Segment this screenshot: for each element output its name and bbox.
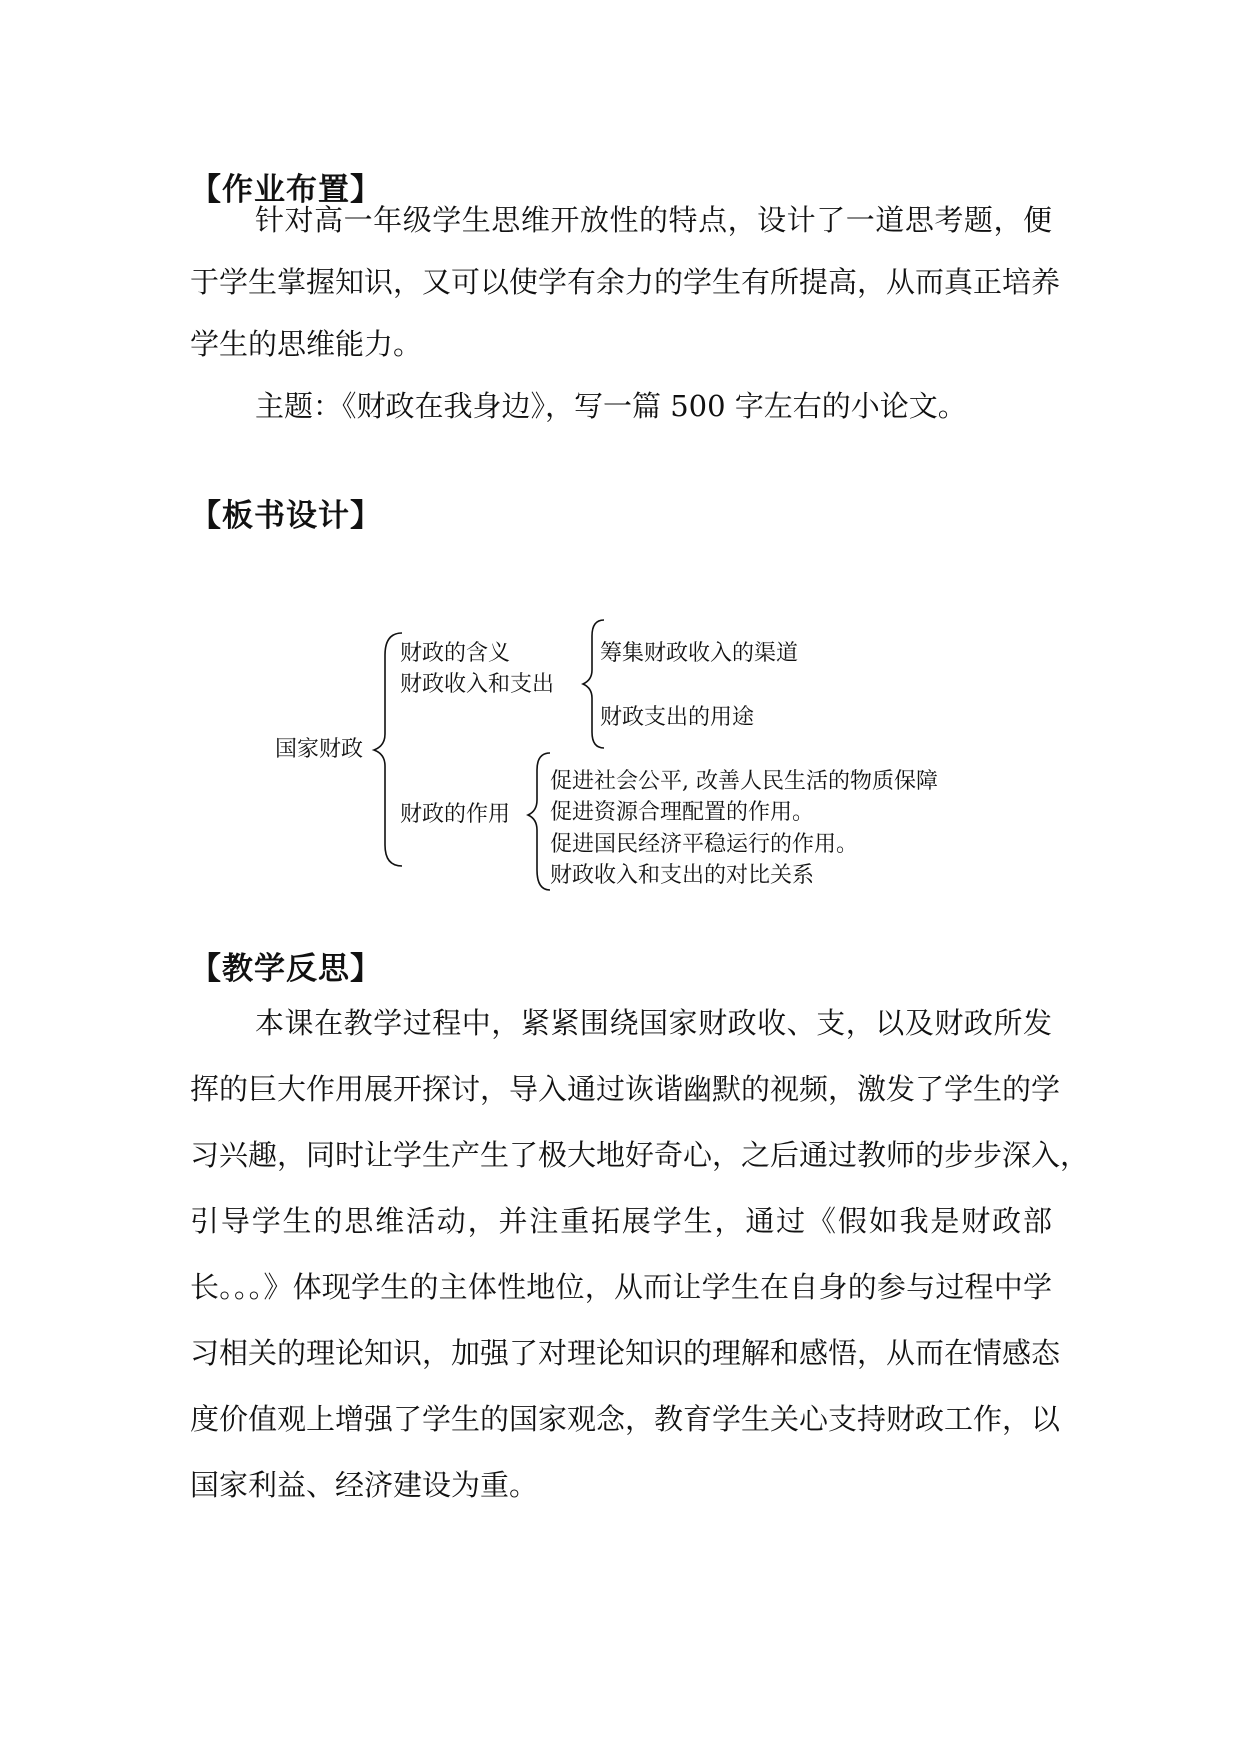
reflection-line-8: 国家利益、经济建设为重。 [190,1468,539,1502]
board-role-item-3: 促进国民经济平稳运行的作用。 [550,832,859,857]
reflection-line-3: 习兴趣，同时让学生产生了极大地好奇心，之后通过教师的步步深入， [190,1138,1090,1172]
board-role-item-1: 促进社会公平, 改善人民生活的物质保障 [550,769,938,794]
reflection-line-5: 长。。。》体现学生的主体性地位，从而让学生在自身的参与过程中学 [190,1270,1052,1304]
reflection-line-6: 习相关的理论知识，加强了对理论知识的理解和感悟，从而在情感态 [190,1336,1061,1370]
homework-topic: 主题：《财政在我身边》，写一篇 500 字左右的小论文。 [255,389,967,423]
section-heading-reflection: 【教学反思】 [190,951,382,987]
role-brace [528,753,550,890]
homework-line-3: 学生的思维能力。 [190,327,423,361]
board-role-item-2: 促进资源合理配置的作用。 [550,800,815,825]
reflection-line-1: 本课在教学过程中，紧紧围绕国家财政收、支，以及财政所发 [255,1006,1052,1040]
main-brace [374,633,402,866]
reflection-line-7: 度价值观上增强了学生的国家观念，教育学生关心支持财政工作，以 [190,1402,1061,1436]
board-income-sub-2: 财政支出的用途 [600,705,755,730]
section-heading-board: 【板书设计】 [190,498,382,534]
homework-line-1: 针对高一年级学生思维开放性的特点，设计了一道思考题，便 [255,203,1052,237]
reflection-line-2: 挥的巨大作用展开探讨，导入通过诙谐幽默的视频，激发了学生的学 [190,1072,1061,1106]
board-branch-role: 财政的作用 [400,802,511,827]
board-branch-meaning: 财政的含义 [400,641,511,666]
section-heading-homework: 【作业布置】 [190,172,382,208]
board-income-sub-1: 筹集财政收入的渠道 [600,641,799,666]
reflection-line-4: 引导学生的思维活动，并注重拓展学生，通过《假如我是财政部 [190,1204,1052,1238]
homework-line-2: 于学生掌握知识，又可以使学有余力的学生有所提高，从而真正培养 [190,265,1061,299]
board-branch-income: 财政收入和支出 [400,672,555,697]
board-root: 国家财政 [275,737,364,762]
board-role-item-4: 财政收入和支出的对比关系 [550,863,815,888]
